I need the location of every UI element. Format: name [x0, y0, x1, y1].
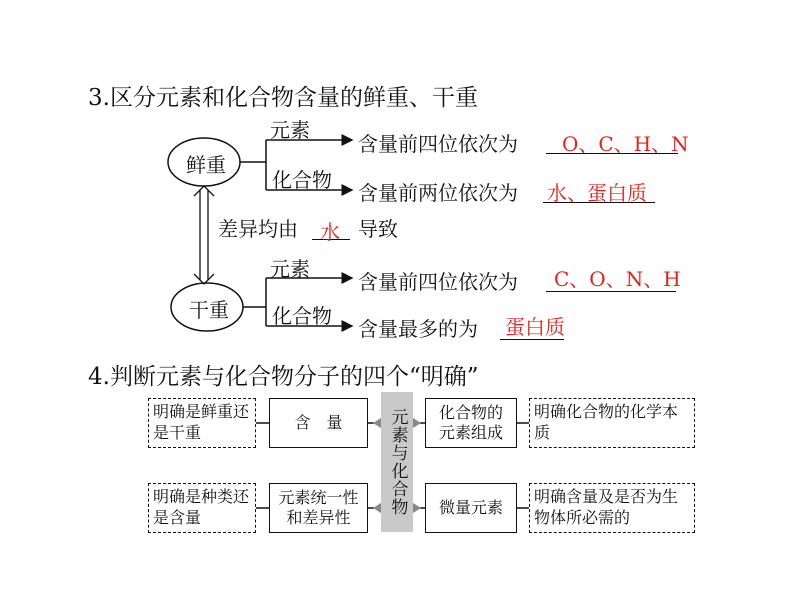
top-right-note: 明确化合物的化学本质 — [529, 398, 695, 448]
top-left-note: 明确是鲜重还是干重 — [148, 398, 256, 448]
fresh-label: 鲜重 — [186, 153, 226, 177]
fresh-element-answer: O、C、H、N — [562, 132, 689, 156]
section4-heading: 4.判断元素与化合物分子的四个“明确” — [88, 364, 479, 390]
dry-label: 干重 — [189, 298, 229, 322]
fresh-compound-label: 化合物 — [272, 168, 332, 192]
bottom-left-note: 明确是种类还是含量 — [148, 483, 256, 533]
top-right-box: 化合物的元素组成 — [425, 398, 517, 448]
center-label-element-compound: 元素与化合物 — [381, 392, 413, 532]
bottom-right-box: 微量元素 — [425, 483, 517, 533]
fresh-element-prompt: 含量前四位依次为 — [358, 132, 518, 156]
difference-suffix: 导致 — [358, 217, 398, 241]
fresh-compound-answer: 水、蛋白质 — [547, 181, 647, 205]
dry-element-prompt: 含量前四位依次为 — [358, 270, 518, 294]
difference-prefix: 差异均由 — [218, 217, 298, 241]
bottom-right-note: 明确含量及是否为生物体所必需的 — [529, 483, 695, 533]
dry-element-label: 元素 — [270, 257, 310, 281]
fresh-compound-prompt: 含量前两位依次为 — [358, 181, 518, 205]
section3-heading: 3.区分元素和化合物含量的鲜重、干重 — [88, 85, 478, 111]
bottom-left-box: 元素统一性和差异性 — [269, 483, 368, 533]
dry-element-answer: C、O、N、H — [554, 267, 681, 291]
dry-compound-prompt: 含量最多的为 — [358, 317, 478, 341]
top-left-box: 含 量 — [269, 398, 368, 448]
difference-answer: 水 — [320, 220, 340, 244]
dry-compound-answer: 蛋白质 — [505, 315, 565, 339]
dry-compound-label: 化合物 — [272, 304, 332, 328]
fresh-element-label: 元素 — [270, 118, 310, 142]
